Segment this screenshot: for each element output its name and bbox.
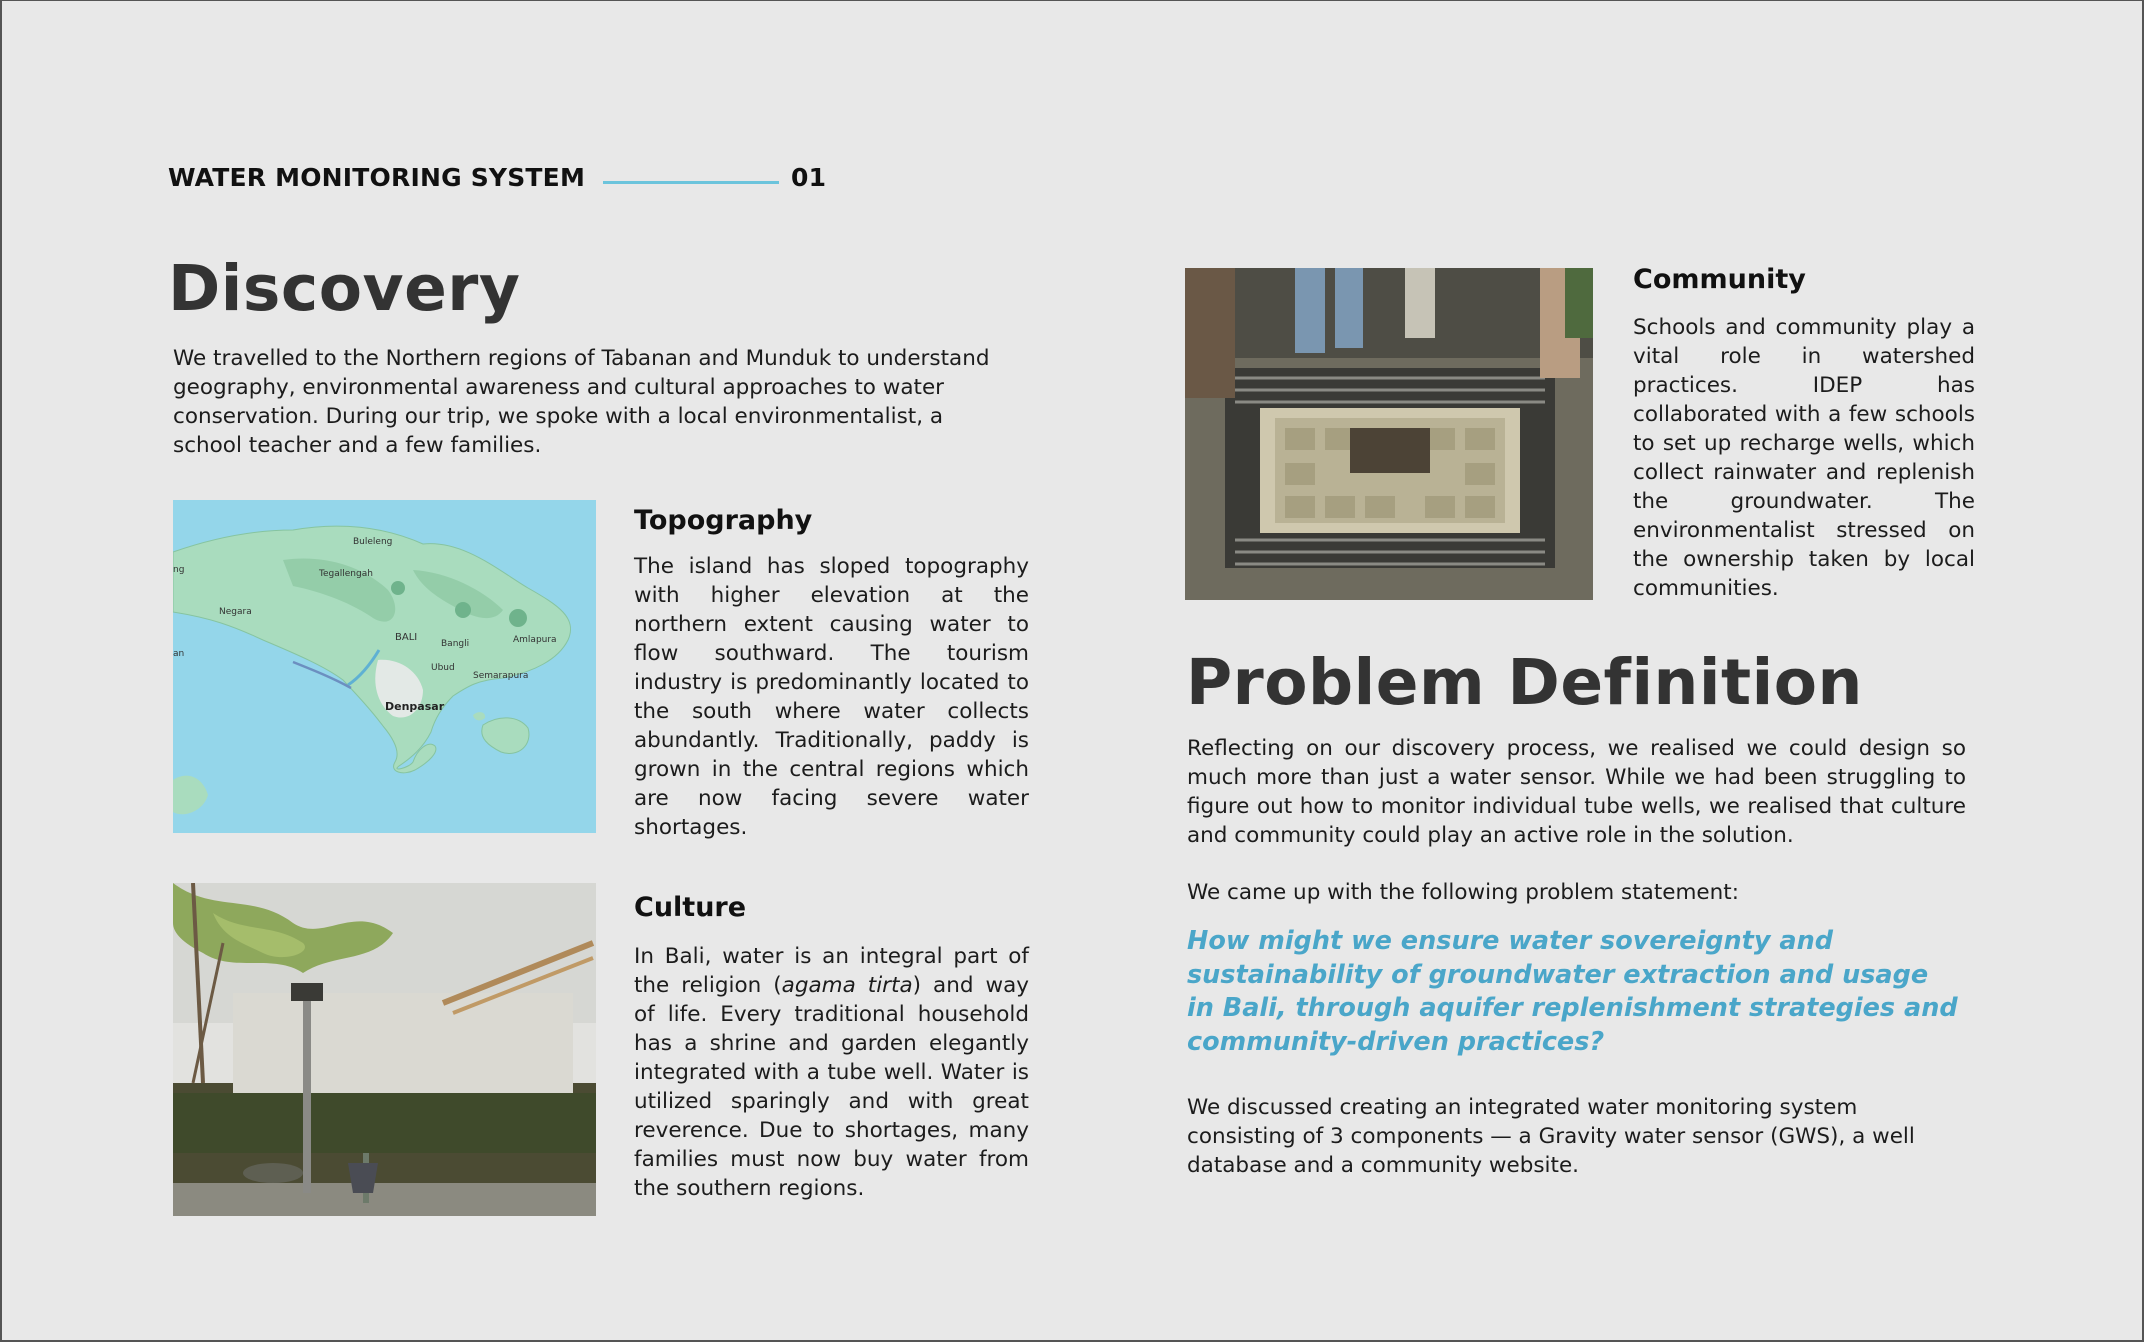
topography-heading: Topography — [634, 505, 813, 536]
section-title: WATER MONITORING SYSTEM — [168, 163, 586, 192]
problem-statement-line: community-driven practices? — [1187, 1026, 1605, 1057]
problem-paragraph-3: We discussed creating an integrated water monitoring system consisting of 3 components — a Gravity water sensor (GWS), a well database and a community website. — [1187, 1095, 1915, 1178]
map-label-bali: BALI — [395, 632, 418, 643]
community-text: Schools and community play a vital role in watershed practices. IDEP has collaborated with a few schools to set up recharge wells, which collect rainwater and replenish the groundwater. The environmentalist stressed on the ownership taken by local communities. — [1633, 315, 1975, 601]
bali-map-graphic — [173, 500, 596, 833]
community-photo — [1185, 268, 1593, 600]
culture-text — [634, 942, 1029, 1203]
discovery-intro: We travelled to the Northern regions of Tabanan and Munduk to understand geography, environmental awareness and cultural approaches to water conservation. During our trip, we spoke with a local environmentalist, a school teacher and a few families. — [173, 346, 990, 458]
community-photo-graphic — [1185, 268, 1593, 600]
bali-map-image — [173, 500, 596, 833]
map-label-edge-bottom: an — [173, 649, 185, 659]
problem-paragraph-2: We came up with the following problem statement: — [1187, 880, 1739, 905]
map-label-buleleng: Buleleng — [353, 537, 393, 547]
problem-statement — [1187, 925, 1958, 1059]
problem-paragraph-1: Reflecting on our discovery process, we realised we could design so much more than just a water sensor. While we had been struggling to figure out how to monitor individual tube wells, we realised that culture and community could play an active role in the solution. — [1187, 736, 1966, 848]
map-label-semarapura: Semarapura — [473, 671, 529, 681]
problem-statement-line: sustainability of groundwater extraction and usage — [1187, 959, 1929, 990]
culture-text-italic: agama tirta — [781, 973, 913, 998]
discovery-heading: Discovery — [168, 252, 521, 325]
map-label-denpasar: Denpasar — [385, 700, 445, 713]
header-rule — [603, 181, 779, 184]
map-label-bangli: Bangli — [441, 639, 470, 649]
problem-statement-line: How might we ensure water sovereignty and — [1187, 926, 1833, 956]
problem-definition-heading: Problem Definition — [1186, 646, 1863, 719]
page-number: 01 — [791, 163, 827, 192]
culture-heading: Culture — [634, 892, 747, 923]
map-label-amlapura: Amlapura — [513, 635, 557, 645]
map-label-ubud: Ubud — [431, 663, 455, 673]
map-label-tegallengah: Tegallengah — [319, 569, 373, 579]
culture-photo — [173, 883, 596, 1216]
culture-text-end: ) and way of life. Every traditional household has a shrine and garden elegantly integrated with a tube well. Water is utilized sparingly and with great reverence. Due to shortages, many families must now buy water from the southern regions. — [634, 973, 1029, 1201]
section-header — [168, 163, 826, 192]
map-label-negara: Negara — [219, 607, 252, 617]
topography-text: The island has sloped topography with higher elevation at the northern extent causing water to flow southward. The tourism industry is predominantly located to the south where water collects abundantly. Traditionally, paddy is grown in the central regions which are now facing severe water shortages. — [634, 554, 1029, 840]
culture-text-start: In Bali, water is an integral part of the religion ( — [634, 944, 1029, 998]
map-label-edge-top: ng — [173, 565, 185, 575]
problem-statement-line: in Bali, through aquifer replenishment strategies and — [1187, 993, 1958, 1023]
culture-photo-graphic — [173, 883, 596, 1216]
community-heading: Community — [1633, 264, 1806, 295]
